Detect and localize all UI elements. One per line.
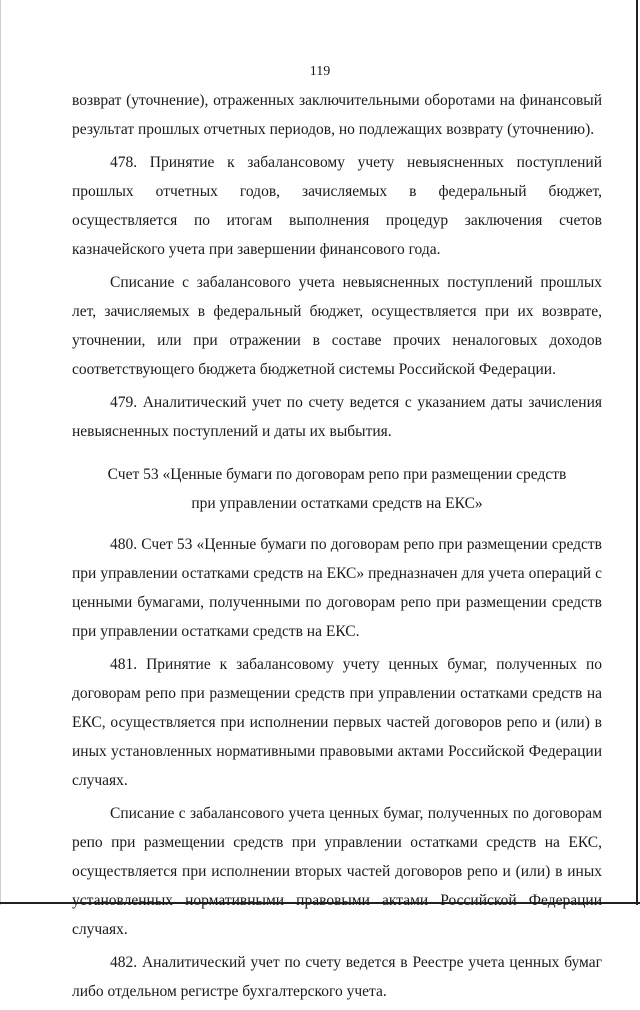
scan-edge-left <box>0 0 1 905</box>
paragraph-479: 479. Аналитический учет по счету ведется с указанием даты зачисления невыясненных поступлений и даты их выбытия. <box>72 394 602 440</box>
paragraph-481: 481. Принятие к забалансовому учету ценных бумаг, полученных по договорам репо при размещении средств при управлении остатками средств на ЕКС, осуществляется при исполнении первых частей договоров репо и (или) в иных установленных нормативными правовыми актами Российской Федерации случаях. <box>72 656 602 789</box>
paragraph-write-off-securities: Списание с забалансового учета ценных бумаг, полученных по договорам репо при размещении средств при управлении остатками средств на ЕКС, осуществляется при исполнении вторых частей договоров репо и (или) в иных установленных нормативными правовыми актами Российской Федерации случаях. <box>72 805 602 938</box>
section-heading-account-53 <box>72 460 602 518</box>
page-number: 119 <box>309 64 331 79</box>
scan-edge-right <box>636 0 638 905</box>
document-body <box>72 86 602 1010</box>
paragraph-continuation: возврат (уточнение), отраженных заключительными оборотами на финансовый результат прошлых отчетных периодов, но подлежащих возврату (уточнению). <box>72 92 602 138</box>
paragraph-write-off-unclarified: Списание с забалансового учета невыясненных поступлений прошлых лет, зачисляемых в федеральный бюджет, осуществляется при их возврате, уточнении, или при отражении в составе прочих неналоговых доходов соответствующего бюджета бюджетной системы Российской Федерации. <box>72 274 602 378</box>
paragraph-478: 478. Принятие к забалансовому учету невыясненных поступлений прошлых отчетных годов, зачисляемых в федеральный бюджет, осуществляется по итогам выполнения процедур заключения счетов казначейского учета при завершении финансового года. <box>72 154 602 258</box>
section-heading-line-1: Счет 53 «Ценные бумаги по договорам репо при размещении средств <box>107 466 567 483</box>
paragraph-480: 480. Счет 53 «Ценные бумаги по договорам репо при размещении средств при управлении остатками средств на ЕКС» предназначен для учета операций с ценными бумагами, полученными по договорам репо при размещении средств при управлении остатками средств на ЕКС. <box>72 536 602 640</box>
section-heading-line-2: при управлении остатками средств на ЕКС» <box>191 495 483 512</box>
paragraph-482: 482. Аналитический учет по счету ведется в Реестре учета ценных бумаг либо отдельном регистре бухгалтерского учета. <box>72 954 602 1000</box>
